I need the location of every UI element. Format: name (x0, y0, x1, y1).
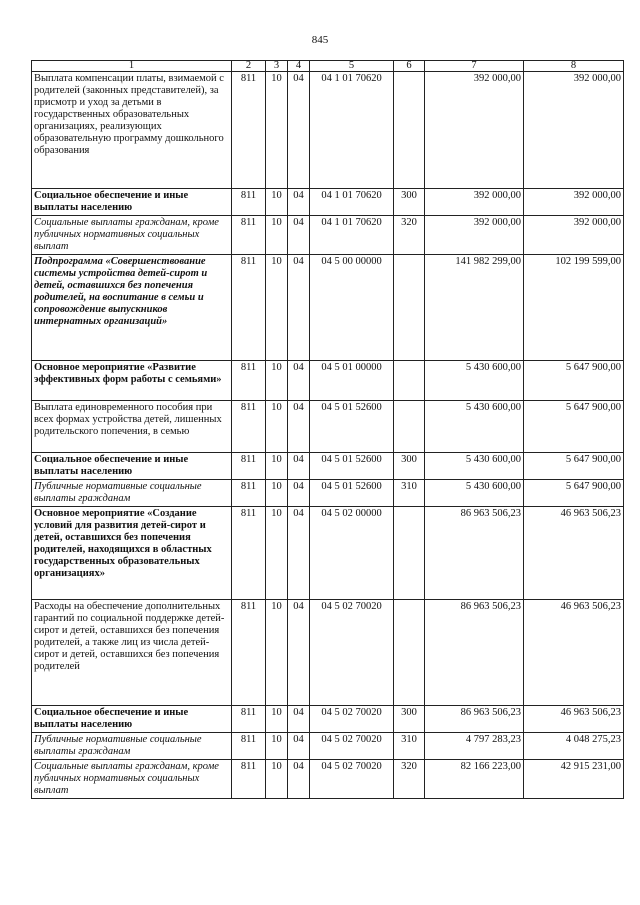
amount-year1-cell: 392 000,00 (425, 189, 524, 216)
ved-code-cell: 811 (232, 72, 266, 189)
expense-type-cell: 300 (394, 706, 425, 733)
amount-year2-cell: 5 647 900,00 (524, 480, 624, 507)
target-article-cell: 04 5 01 52600 (310, 453, 394, 480)
subsection-code-cell: 04 (288, 189, 310, 216)
ved-code-cell: 811 (232, 507, 266, 600)
table-row (32, 72, 624, 189)
target-article-cell: 04 5 02 70020 (310, 760, 394, 799)
section-code-cell: 10 (266, 401, 288, 453)
column-header: 8 (524, 61, 624, 72)
column-header: 5 (310, 61, 394, 72)
subsection-code-cell: 04 (288, 480, 310, 507)
section-code-cell: 10 (266, 453, 288, 480)
subsection-code-cell: 04 (288, 361, 310, 401)
expense-type-cell: 320 (394, 760, 425, 799)
subsection-code-cell: 04 (288, 706, 310, 733)
subsection-code-cell: 04 (288, 453, 310, 480)
amount-year1-cell: 5 430 600,00 (425, 480, 524, 507)
expense-type-cell (394, 72, 425, 189)
expense-type-cell (394, 401, 425, 453)
budget-table (31, 60, 624, 799)
amount-year1-cell: 86 963 506,23 (425, 507, 524, 600)
row-name-cell: Социальные выплаты гражданам, кроме публичных нормативных социальных выплат (32, 760, 232, 799)
amount-year2-cell: 392 000,00 (524, 189, 624, 216)
expense-type-cell: 300 (394, 189, 425, 216)
row-name-cell: Социальное обеспечение и иные выплаты населению (32, 453, 232, 480)
table-row (32, 760, 624, 799)
subsection-code-cell: 04 (288, 216, 310, 255)
ved-code-cell: 811 (232, 189, 266, 216)
section-code-cell: 10 (266, 255, 288, 361)
ved-code-cell: 811 (232, 401, 266, 453)
section-code-cell: 10 (266, 189, 288, 216)
section-code-cell: 10 (266, 361, 288, 401)
amount-year1-cell: 86 963 506,23 (425, 706, 524, 733)
ved-code-cell: 811 (232, 760, 266, 799)
amount-year2-cell: 46 963 506,23 (524, 706, 624, 733)
page-number: 845 (311, 34, 329, 46)
target-article-cell: 04 1 01 70620 (310, 216, 394, 255)
amount-year2-cell: 5 647 900,00 (524, 453, 624, 480)
row-name-cell: Социальные выплаты гражданам, кроме публичных нормативных социальных выплат (32, 216, 232, 255)
section-code-cell: 10 (266, 216, 288, 255)
expense-type-cell: 320 (394, 216, 425, 255)
table-row (32, 361, 624, 401)
row-name-cell: Основное мероприятие «Развитие эффективных форм работы с семьями» (32, 361, 232, 401)
amount-year1-cell: 392 000,00 (425, 72, 524, 189)
row-name-cell: Социальное обеспечение и иные выплаты населению (32, 189, 232, 216)
expense-type-cell (394, 507, 425, 600)
amount-year2-cell: 4 048 275,23 (524, 733, 624, 760)
column-header: 6 (394, 61, 425, 72)
row-name-cell: Основное мероприятие «Создание условий для развития детей-сирот и детей, оставшихся без попечения родителей, находящихся в областных государственных образовательных организациях» (32, 507, 232, 600)
amount-year1-cell: 141 982 299,00 (425, 255, 524, 361)
subsection-code-cell: 04 (288, 733, 310, 760)
row-name-cell: Подпрограмма «Совершенствование системы устройства детей-сирот и детей, оставшихся без попечения родителей, на воспитание в семьи и сопровождение выпускников интернатных организаций» (32, 255, 232, 361)
table-row (32, 216, 624, 255)
column-header: 1 (32, 61, 232, 72)
amount-year1-cell: 5 430 600,00 (425, 401, 524, 453)
column-header: 3 (266, 61, 288, 72)
section-code-cell: 10 (266, 600, 288, 706)
expense-type-cell: 310 (394, 480, 425, 507)
target-article-cell: 04 5 02 70020 (310, 600, 394, 706)
amount-year1-cell: 4 797 283,23 (425, 733, 524, 760)
section-code-cell: 10 (266, 733, 288, 760)
amount-year2-cell: 5 647 900,00 (524, 401, 624, 453)
amount-year2-cell: 46 963 506,23 (524, 507, 624, 600)
table-row (32, 733, 624, 760)
column-header: 4 (288, 61, 310, 72)
table-row (32, 401, 624, 453)
amount-year2-cell: 392 000,00 (524, 216, 624, 255)
expense-type-cell: 310 (394, 733, 425, 760)
ved-code-cell: 811 (232, 480, 266, 507)
section-code-cell: 10 (266, 507, 288, 600)
amount-year1-cell: 86 963 506,23 (425, 600, 524, 706)
section-code-cell: 10 (266, 72, 288, 189)
row-name-cell: Публичные нормативные социальные выплаты гражданам (32, 480, 232, 507)
subsection-code-cell: 04 (288, 507, 310, 600)
column-header: 2 (232, 61, 266, 72)
amount-year1-cell: 392 000,00 (425, 216, 524, 255)
target-article-cell: 04 1 01 70620 (310, 189, 394, 216)
subsection-code-cell: 04 (288, 760, 310, 799)
target-article-cell: 04 5 01 00000 (310, 361, 394, 401)
column-header: 7 (425, 61, 524, 72)
section-code-cell: 10 (266, 706, 288, 733)
expense-type-cell: 300 (394, 453, 425, 480)
table-row (32, 706, 624, 733)
table-row (32, 189, 624, 216)
header-row (32, 61, 624, 72)
row-name-cell: Расходы на обеспечение дополнительных гарантий по социальной поддержке детей-сирот и детей, оставшихся без попечения родителей, а также лиц из числа детей-сирот и детей, оставшихся без попечения родителей (32, 600, 232, 706)
target-article-cell: 04 5 02 70020 (310, 706, 394, 733)
ved-code-cell: 811 (232, 453, 266, 480)
subsection-code-cell: 04 (288, 600, 310, 706)
table-row (32, 480, 624, 507)
expense-type-cell (394, 255, 425, 361)
amount-year1-cell: 5 430 600,00 (425, 361, 524, 401)
table-row (32, 600, 624, 706)
amount-year2-cell: 392 000,00 (524, 72, 624, 189)
target-article-cell: 04 5 00 00000 (310, 255, 394, 361)
table-row (32, 453, 624, 480)
row-name-cell: Социальное обеспечение и иные выплаты населению (32, 706, 232, 733)
amount-year2-cell: 5 647 900,00 (524, 361, 624, 401)
subsection-code-cell: 04 (288, 72, 310, 189)
expense-type-cell (394, 600, 425, 706)
target-article-cell: 04 5 01 52600 (310, 401, 394, 453)
ved-code-cell: 811 (232, 216, 266, 255)
target-article-cell: 04 5 02 00000 (310, 507, 394, 600)
target-article-cell: 04 1 01 70620 (310, 72, 394, 189)
row-name-cell: Выплата единовременного пособия при всех формах устройства детей, лишенных родительского попечения, в семью (32, 401, 232, 453)
subsection-code-cell: 04 (288, 401, 310, 453)
table-row (32, 255, 624, 361)
amount-year2-cell: 46 963 506,23 (524, 600, 624, 706)
table-row (32, 507, 624, 600)
amount-year2-cell: 102 199 599,00 (524, 255, 624, 361)
target-article-cell: 04 5 02 70020 (310, 733, 394, 760)
ved-code-cell: 811 (232, 706, 266, 733)
subsection-code-cell: 04 (288, 255, 310, 361)
section-code-cell: 10 (266, 760, 288, 799)
amount-year1-cell: 5 430 600,00 (425, 453, 524, 480)
section-code-cell: 10 (266, 480, 288, 507)
row-name-cell: Выплата компенсации платы, взимаемой с родителей (законных представителей), за присмотр и уход за детьми в государственных образовательных организациях, реализующих образовательную программу дошкольного образования (32, 72, 232, 189)
target-article-cell: 04 5 01 52600 (310, 480, 394, 507)
ved-code-cell: 811 (232, 361, 266, 401)
row-name-cell: Публичные нормативные социальные выплаты гражданам (32, 733, 232, 760)
amount-year2-cell: 42 915 231,00 (524, 760, 624, 799)
ved-code-cell: 811 (232, 600, 266, 706)
ved-code-cell: 811 (232, 255, 266, 361)
expense-type-cell (394, 361, 425, 401)
amount-year1-cell: 82 166 223,00 (425, 760, 524, 799)
ved-code-cell: 811 (232, 733, 266, 760)
